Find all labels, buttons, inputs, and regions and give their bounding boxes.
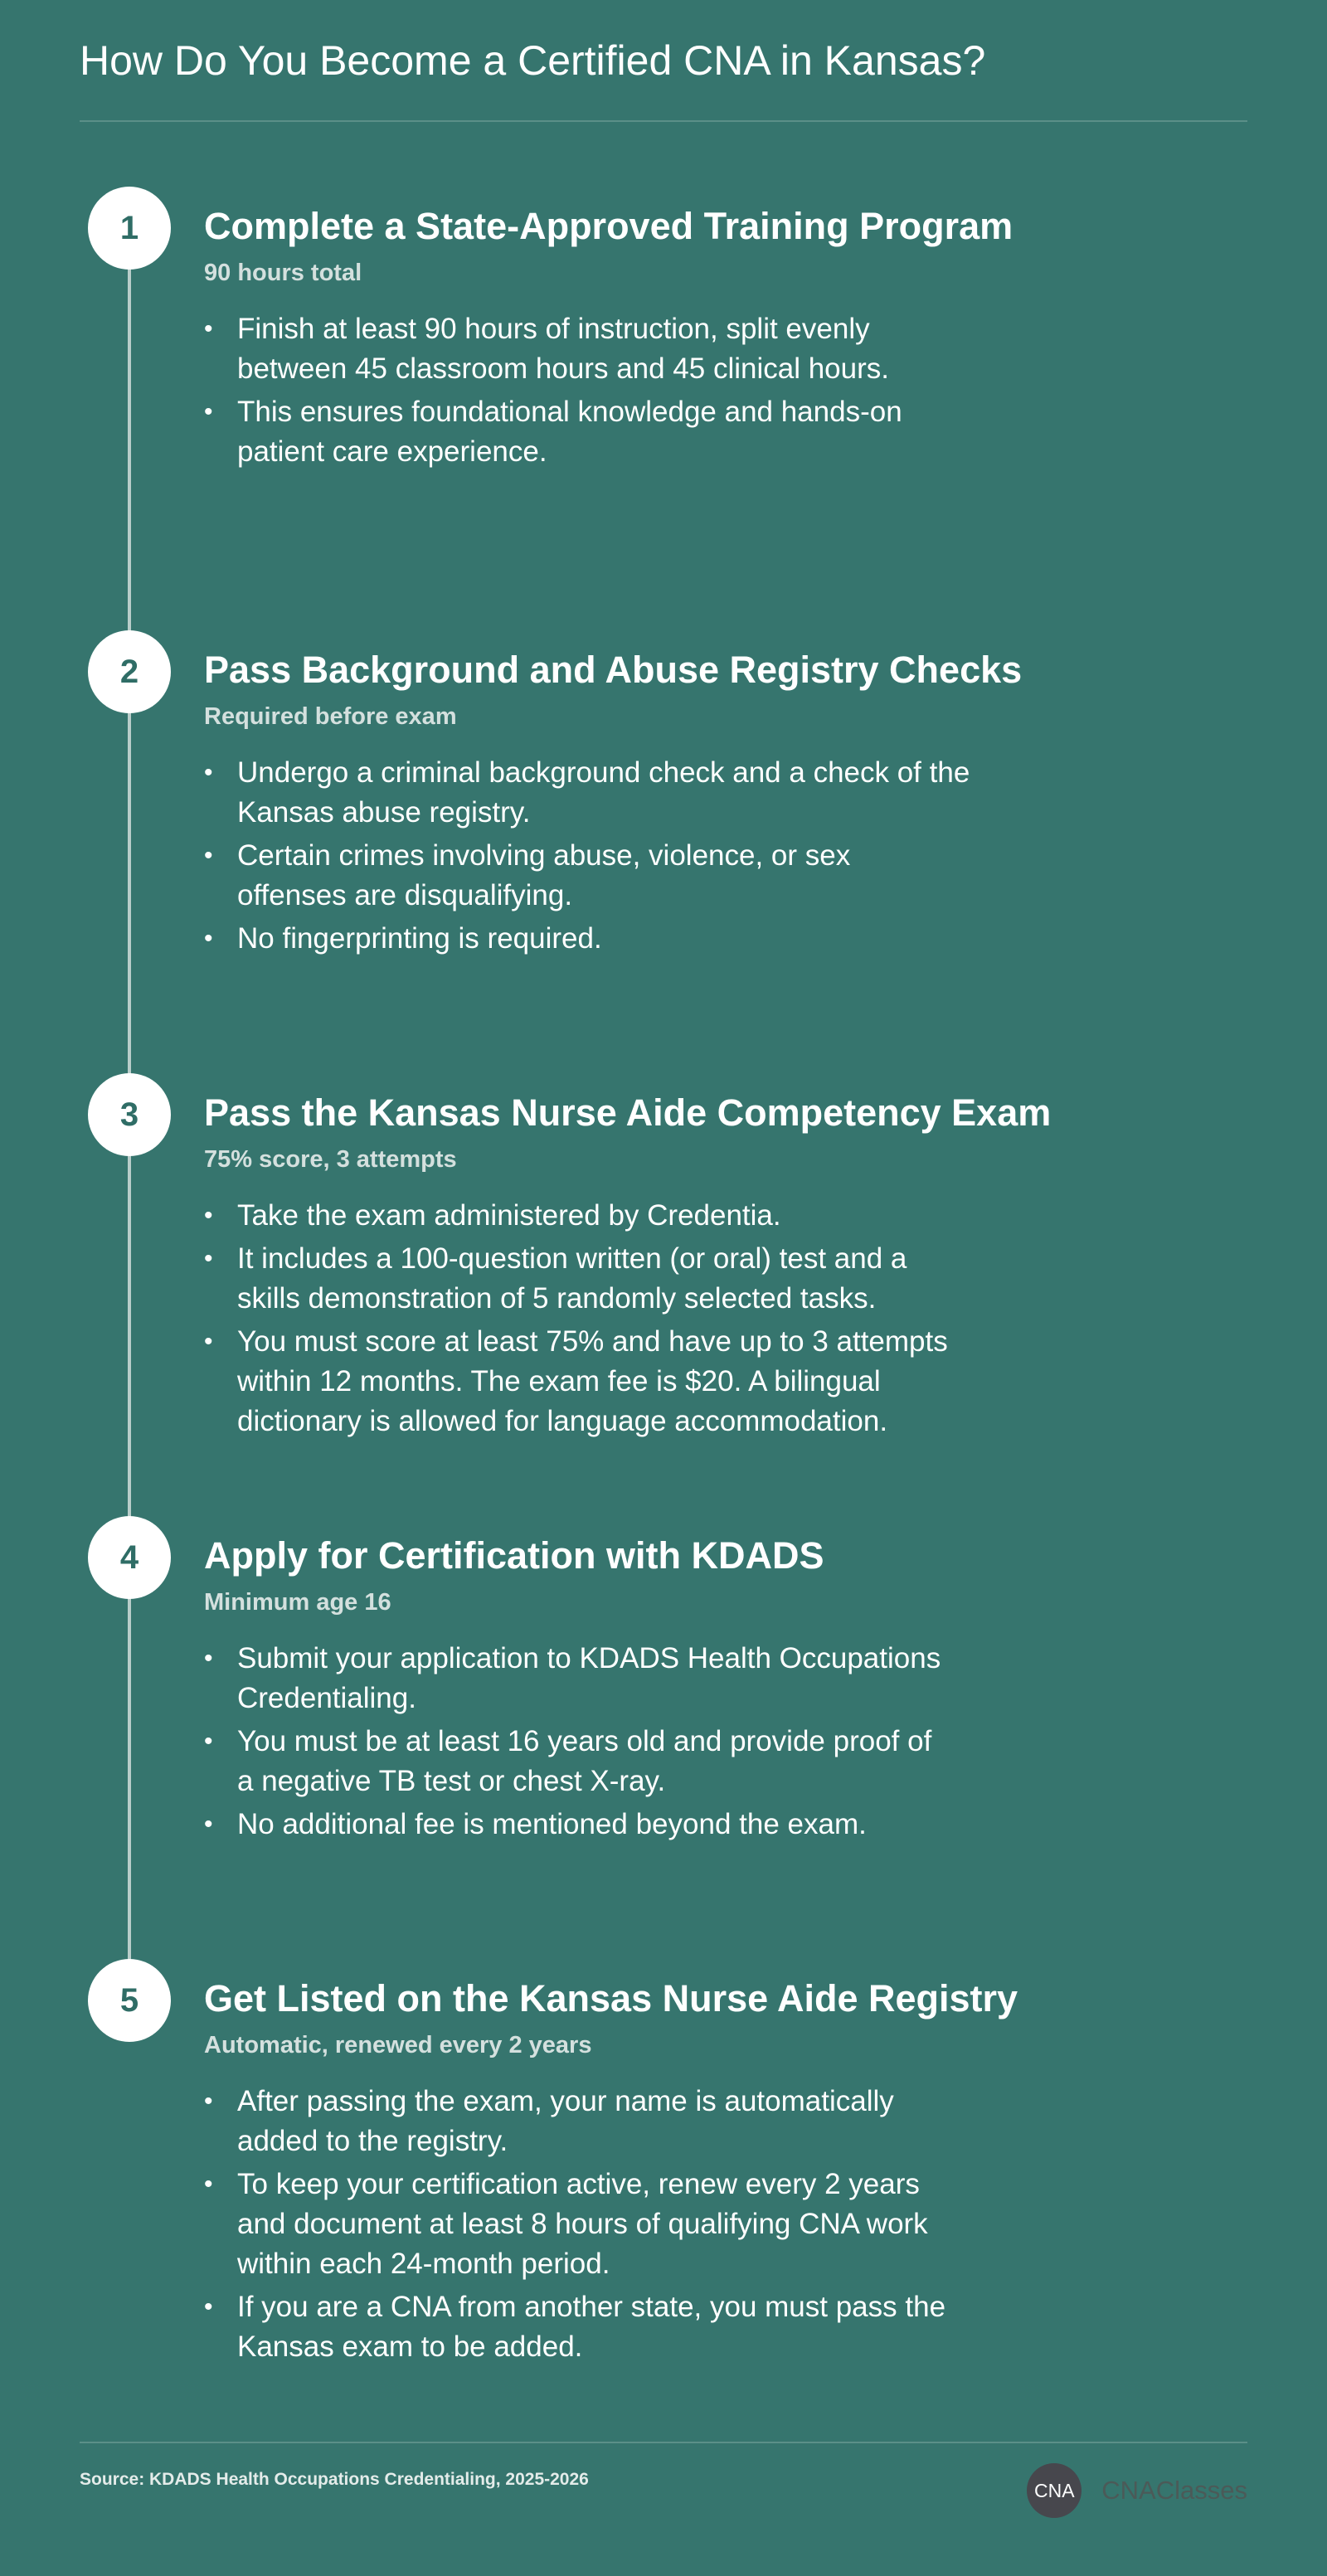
brand-logo <box>1027 2463 1247 2518</box>
bullet-text-line: patient care experience. <box>237 435 547 468</box>
step-number-badge: 3 <box>88 1073 171 1156</box>
bullet-item <box>204 1639 1116 1718</box>
step-title: Pass Background and Abuse Registry Checks <box>204 649 1023 691</box>
bullet-item <box>204 2082 1116 2161</box>
step-bullet-list <box>204 753 1116 962</box>
infographic <box>80 0 1247 2576</box>
step-subtitle: Required before exam <box>204 703 457 730</box>
step-bullet-list <box>204 1639 1116 1848</box>
bullet-text-line: added to the registry. <box>237 2125 508 2157</box>
bullet-text-line: • To keep your certification active, renew every 2 years <box>237 2168 920 2200</box>
step-number-badge: 2 <box>88 630 171 713</box>
bullet-text-line: • No fingerprinting is required. <box>237 922 602 955</box>
bullet-item <box>204 1196 1116 1236</box>
bullet-text-line: • This ensures foundational knowledge and hands-on <box>237 396 902 428</box>
bullet-text-line: Credentialing. <box>237 1682 416 1714</box>
step-title: Pass the Kansas Nurse Aide Competency Exam <box>204 1091 1052 1134</box>
page-title: How Do You Become a Certified CNA in Kansas? <box>80 37 986 84</box>
bullet-item <box>204 1805 1116 1845</box>
bullet-item <box>204 836 1116 916</box>
bullet-text-line: Kansas exam to be added. <box>237 2331 583 2363</box>
step-bullet-list <box>204 2082 1116 2370</box>
bullet-text-line: • No additional fee is mentioned beyond the exam. <box>237 1808 867 1840</box>
bullet-item <box>204 309 1116 389</box>
bullet-text-line: a negative TB test or chest X-ray. <box>237 1765 666 1797</box>
step-title: Apply for Certification with KDADS <box>204 1534 824 1577</box>
bullet-text-line: between 45 classroom hours and 45 clinical hours. <box>237 352 889 385</box>
bullet-text-line: • Certain crimes involving abuse, violence, or sex <box>237 839 851 872</box>
step-subtitle: Automatic, renewed every 2 years <box>204 2032 592 2058</box>
bullet-text-line: • It includes a 100-question written (or oral) test and a <box>237 1242 907 1275</box>
bullet-text-line: • If you are a CNA from another state, you must pass the <box>237 2291 946 2323</box>
bullet-item <box>204 1722 1116 1801</box>
step-number-badge: 5 <box>88 1959 171 2042</box>
brand-name: CNAClasses <box>1101 2476 1247 2505</box>
bullet-text-line: • Undergo a criminal background check and a check of the <box>237 756 970 789</box>
step-subtitle: 90 hours total <box>204 260 362 286</box>
bullet-text-line: within each 24-month period. <box>237 2248 610 2280</box>
bullet-item <box>204 2165 1116 2284</box>
bullet-text-line: • Finish at least 90 hours of instruction, split evenly <box>237 313 870 345</box>
bullet-text-line: skills demonstration of 5 randomly selected tasks. <box>237 1282 877 1315</box>
bullet-text-line: offenses are disqualifying. <box>237 879 573 911</box>
step-bullet-list <box>204 1196 1116 1445</box>
cna-logo-icon: CNA <box>1027 2463 1082 2518</box>
step-title: Complete a State-Approved Training Program <box>204 205 1013 247</box>
bullet-text-line: • Take the exam administered by Credentia. <box>237 1199 781 1232</box>
bullet-text-line: dictionary is allowed for language accommodation. <box>237 1405 888 1437</box>
bullet-item <box>204 2287 1116 2367</box>
bullet-text-line: and document at least 8 hours of qualifying CNA work <box>237 2208 928 2240</box>
step-subtitle: Minimum age 16 <box>204 1589 391 1616</box>
step-number-badge: 1 <box>88 187 171 270</box>
bullet-text-line: • Submit your application to KDADS Health Occupations <box>237 1642 941 1674</box>
bullet-text-line: within 12 months. The exam fee is $20. A bilingual <box>237 1365 881 1397</box>
source-note: Source: KDADS Health Occupations Credentialing, 2025-2026 <box>80 2470 589 2489</box>
bullet-item <box>204 1239 1116 1319</box>
step-subtitle: 75% score, 3 attempts <box>204 1146 457 1173</box>
top-divider <box>80 120 1247 122</box>
step-title: Get Listed on the Kansas Nurse Aide Registry <box>204 1977 1018 2019</box>
bullet-text-line: • After passing the exam, your name is automatically <box>237 2085 894 2117</box>
step-number-badge: 4 <box>88 1516 171 1599</box>
bullet-item <box>204 753 1116 833</box>
bottom-divider <box>80 2442 1247 2443</box>
bullet-text-line: • You must score at least 75% and have up to 3 attempts <box>237 1325 948 1358</box>
bullet-text-line: Kansas abuse registry. <box>237 796 531 829</box>
step-bullet-list <box>204 309 1116 475</box>
bullet-item <box>204 919 1116 959</box>
bullet-item <box>204 1322 1116 1441</box>
bullet-text-line: • You must be at least 16 years old and provide proof of <box>237 1725 932 1757</box>
bullet-item <box>204 392 1116 472</box>
